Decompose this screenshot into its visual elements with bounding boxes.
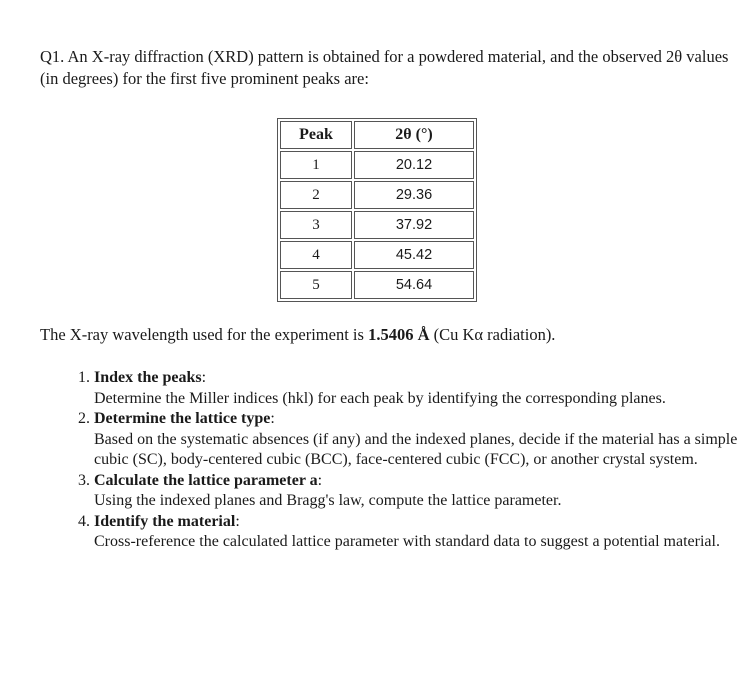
task-item	[94, 471, 742, 512]
table-header-row	[280, 121, 474, 149]
wavelength-prefix: The X-ray wavelength used for the experiment is	[40, 325, 369, 344]
peak-cell: 2	[280, 181, 352, 209]
task-title: Determine the lattice type	[94, 410, 271, 427]
task-colon: :	[235, 512, 240, 530]
task-item	[94, 512, 742, 553]
two-theta-cell: 45.42	[354, 241, 474, 269]
task-title: Index the peaks	[94, 369, 202, 386]
task-colon: :	[270, 410, 275, 427]
task-body: Based on the systematic absences (if any) and the indexed planes, decide if the material has a simple cubic (SC), body-centered cubic (BCC), face-centered cubic (FCC), or another crystal system.	[94, 430, 738, 468]
task-list	[40, 368, 742, 553]
peak-cell: 4	[280, 241, 352, 269]
wavelength-suffix: (Cu Kα radiation).	[429, 325, 556, 344]
task-item	[94, 409, 742, 471]
task-item	[94, 368, 742, 409]
peak-cell: 1	[280, 151, 352, 179]
two-theta-cell: 29.36	[354, 181, 474, 209]
task-body: Using the indexed planes and Bragg's law, compute the lattice parameter.	[94, 492, 562, 509]
peak-cell: 3	[280, 211, 352, 239]
table-row	[280, 211, 474, 239]
wavelength-value: 1.5406 Å	[368, 325, 430, 344]
question-intro: Q1. An X-ray diffraction (XRD) pattern is obtained for a powdered material, and the observed 2θ values (in degrees) for the first five prominent peaks are:	[40, 47, 729, 88]
two-theta-cell: 20.12	[354, 151, 474, 179]
two-theta-column-header: 2θ (°)	[354, 121, 474, 149]
two-theta-cell: 54.64	[354, 271, 474, 299]
task-colon: :	[317, 471, 323, 489]
peak-cell: 5	[280, 271, 352, 299]
peaks-table	[277, 118, 477, 302]
table-row	[280, 181, 474, 209]
table-row	[280, 241, 474, 269]
table-row	[280, 151, 474, 179]
two-theta-cell: 37.92	[354, 211, 474, 239]
task-title: Identify the material	[94, 512, 236, 530]
table-row	[280, 271, 474, 299]
task-body: Determine the Miller indices (hkl) for each peak by identifying the corresponding planes.	[94, 389, 666, 407]
peak-column-header: Peak	[280, 121, 352, 149]
wavelength-statement	[40, 324, 730, 346]
task-colon: :	[201, 369, 207, 386]
task-body: Cross-reference the calculated lattice parameter with standard data to suggest a potential material.	[94, 533, 720, 550]
task-title: Calculate the lattice parameter a	[94, 471, 318, 489]
